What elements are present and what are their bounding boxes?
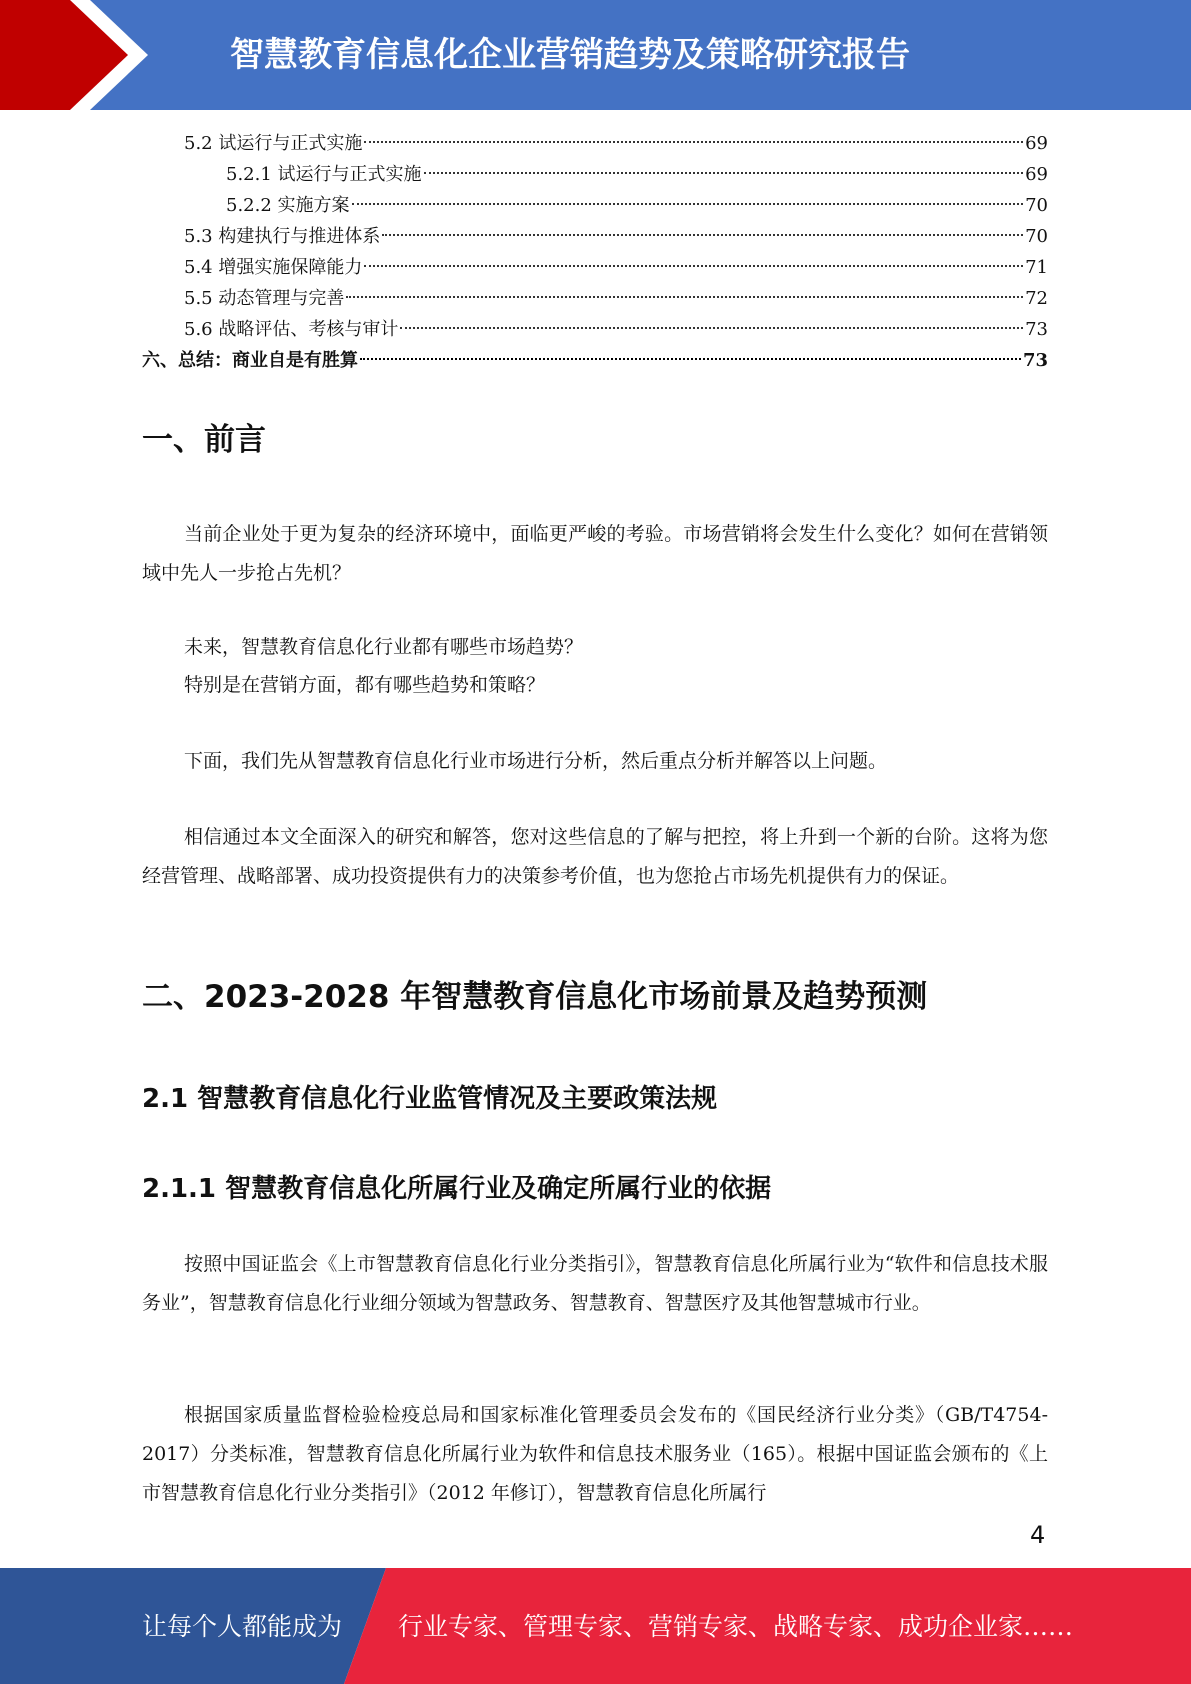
toc-entry[interactable]: [142, 190, 1048, 221]
footer-slogan-right: 行业专家、管理专家、营销专家、战略专家、成功企业家……: [398, 1612, 1074, 1641]
toc-entry-label: 六、总结：商业自是有胜算: [142, 350, 358, 371]
paragraph: 下面，我们先从智慧教育信息化行业市场进行分析，然后重点分析并解答以上问题。: [184, 750, 888, 772]
document-title: 智慧教育信息化企业营销趋势及策略研究报告: [230, 35, 910, 75]
toc-entry-page: 71: [1025, 257, 1048, 278]
paragraph: 根据国家质量监督检验检疫总局和国家标准化管理委员会发布的《国民经济行业分类》（GB/T4754-2017）分类标准，智慧教育信息化所属行业为软件和信息技术服务业（165）。根据中国证监会颁布的《上市智慧教育信息化行业分类指引》（2012 年修订），智慧教育信息化所属行: [142, 1404, 1048, 1504]
toc-entry-page: 70: [1025, 226, 1048, 247]
toc-entry-page: 73: [1022, 350, 1048, 371]
toc-leader-dots: [364, 140, 1023, 143]
subsection-heading-2-1: 2.1 智慧教育信息化行业监管情况及主要政策法规: [142, 1084, 718, 1114]
toc-leader-dots: [400, 326, 1023, 329]
toc-entry[interactable]: [142, 252, 1048, 283]
toc-leader-dots: [360, 357, 1021, 360]
paragraph: 未来，智慧教育信息化行业都有哪些市场趋势？: [184, 636, 584, 658]
toc-entry[interactable]: [142, 159, 1048, 190]
toc-entry[interactable]: [142, 221, 1048, 252]
toc-entry-label: 5.2.2 实施方案: [226, 195, 350, 216]
subsection-heading-2-1-1: 2.1.1 智慧教育信息化所属行业及确定所属行业的依据: [142, 1174, 772, 1204]
toc-entry[interactable]: [142, 283, 1048, 314]
toc-entry-label: 5.4 增强实施保障能力: [184, 257, 363, 278]
toc-entry-page: 72: [1025, 288, 1048, 309]
toc-entry-label: 5.3 构建执行与推进体系: [184, 226, 381, 247]
header-band: [0, 0, 1191, 110]
paragraph: 当前企业处于更为复杂的经济环境中，面临更严峻的考验。市场营销将会发生什么变化？如何在营销领域中先人一步抢占先机？: [142, 523, 1048, 584]
paragraph: 相信通过本文全面深入的研究和解答，您对这些信息的了解与把控，将上升到一个新的台阶。这将为您经营管理、战略部署、成功投资提供有力的决策参考价值，也为您抢占市场先机提供有力的保证。: [142, 826, 1048, 887]
toc-entry-page: 69: [1025, 133, 1048, 154]
toc-leader-dots: [424, 171, 1024, 174]
toc-leader-dots: [352, 202, 1024, 205]
paragraph: 特别是在营销方面，都有哪些趋势和策略？: [184, 674, 546, 696]
toc-entry-page: 70: [1025, 195, 1048, 216]
toc-entry-label: 5.5 动态管理与完善: [184, 288, 345, 309]
toc-leader-dots: [346, 295, 1023, 298]
toc-entry-page: 73: [1025, 319, 1048, 340]
toc-entry[interactable]: [142, 128, 1048, 159]
toc-entry-label: 5.2.1 试运行与正式实施: [226, 164, 422, 185]
toc-entry-label: 5.2 试运行与正式实施: [184, 133, 363, 154]
section-heading-preface: 一、前言: [142, 422, 266, 458]
toc-entry-page: 69: [1025, 164, 1048, 185]
toc-entry[interactable]: [142, 314, 1048, 345]
footer-slogan-left: 让每个人都能成为: [142, 1612, 343, 1641]
toc-entry-label: 5.6 战略评估、考核与审计: [184, 319, 399, 340]
paragraph: 按照中国证监会《上市智慧教育信息化行业分类指引》，智慧教育信息化所属行业为“软件和信息技术服务业”，智慧教育信息化行业细分领域为智慧政务、智慧教育、智慧医疗及其他智慧城市行业。: [142, 1253, 1048, 1314]
toc-entry[interactable]: [142, 345, 1048, 376]
table-of-contents: [142, 128, 1048, 376]
toc-leader-dots: [382, 233, 1023, 236]
toc-leader-dots: [364, 264, 1023, 267]
footer-band: [0, 1568, 1191, 1684]
section-heading-chapter-2: 二、2023-2028 年智慧教育信息化市场前景及趋势预测: [142, 979, 928, 1015]
page-number: 4: [1030, 1521, 1046, 1549]
